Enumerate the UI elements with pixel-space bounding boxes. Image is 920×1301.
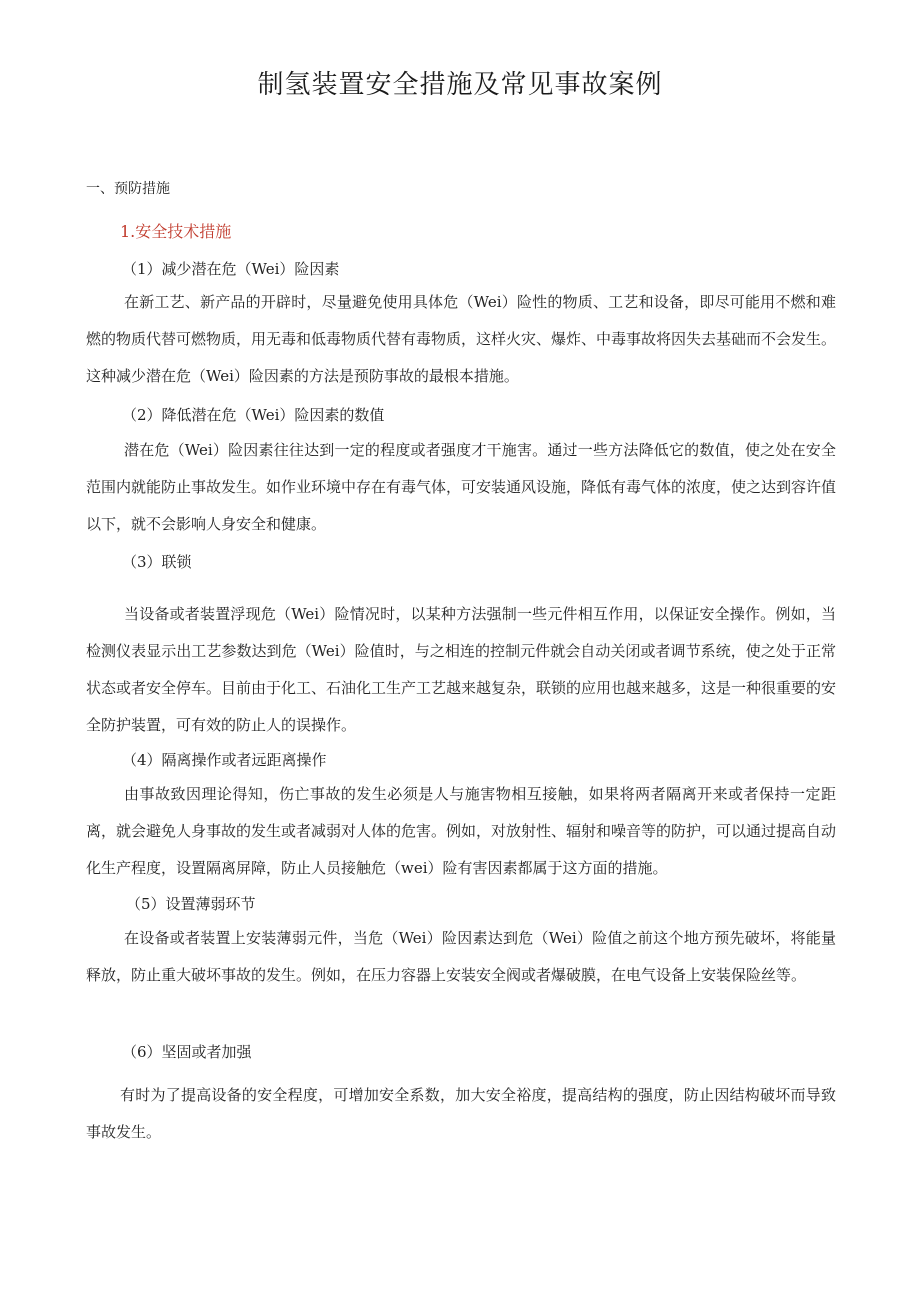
item-paragraph-3: 当设备或者装置浮现危（Wei）险情况时，以某种方法强制一些元件相互作用，以保证安全操作。例如，当检测仪表显示出工艺参数达到危（Wei）险值时，与之相连的控制元件就会自动关闭或者调节系统，使之处于正常状态或者安全停车。目前由于化工、石油化工生产工艺越来越复杂，联锁的应用也越来越多，这是一种很重要的安全防护装置，可有效的防止人的误操作。	[86, 605, 837, 734]
item-heading-5: （5）设置薄弱环节	[126, 895, 256, 913]
item-heading-3: （3）联锁	[122, 553, 192, 571]
item-paragraph-4: 由事故致因理论得知，伤亡事故的发生必须是人与施害物相互接触，如果将两者隔离开来或者保持一定距离，就会避免人身事故的发生或者减弱对人体的危害。例如，对放射性、辐射和噪音等的防护，可以通过提高自动化生产程度，设置隔离屏障，防止人员接触危（wei）险有害因素都属于这方面的措施。	[86, 785, 837, 877]
item-heading-2: （2）降低潜在危（Wei）险因素的数值	[122, 406, 385, 424]
subsection-heading: 1.安全技术措施	[120, 222, 232, 241]
item-heading-6: （6）坚固或者加强	[122, 1043, 252, 1061]
item-paragraph-6: 有时为了提高设备的安全程度，可增加安全系数，加大安全裕度，提高结构的强度，防止因结构破坏而导致事故发生。	[86, 1086, 836, 1141]
item-paragraph-2: 潜在危（Wei）险因素往往达到一定的程度或者强度才干施害。通过一些方法降低它的数值，使之处在安全范围内就能防止事故发生。如作业环境中存在有毒气体，可安装通风设施，降低有毒气体的浓度，使之达到容许值以下，就不会影响人身安全和健康。	[86, 441, 837, 533]
item-heading-4: （4）隔离操作或者远距离操作	[122, 751, 327, 769]
item-paragraph-1: 在新工艺、新产品的开辟时，尽量避免使用具体危（Wei）险性的物质、工艺和设备，即尽可能用不燃和难燃的物质代替可燃物质，用无毒和低毒物质代替有毒物质，这样火灾、爆炸、中毒事故将因失去基础而不会发生。这种减少潜在危（Wei）险因素的方法是预防事故的最根本措施。	[86, 293, 837, 385]
section-heading: 一、预防措施	[86, 181, 170, 197]
item-paragraph-5: 在设备或者装置上安装薄弱元件，当危（Wei）险因素达到危（Wei）险值之前这个地方预先破坏，将能量释放，防止重大破坏事故的发生。例如，在压力容器上安装安全阀或者爆破膜，在电气设备上安装保险丝等。	[86, 929, 836, 984]
document-title: 制氢装置安全措施及常见事故案例	[257, 70, 663, 100]
item-heading-1: （1）减少潜在危（Wei）险因素	[122, 260, 340, 278]
